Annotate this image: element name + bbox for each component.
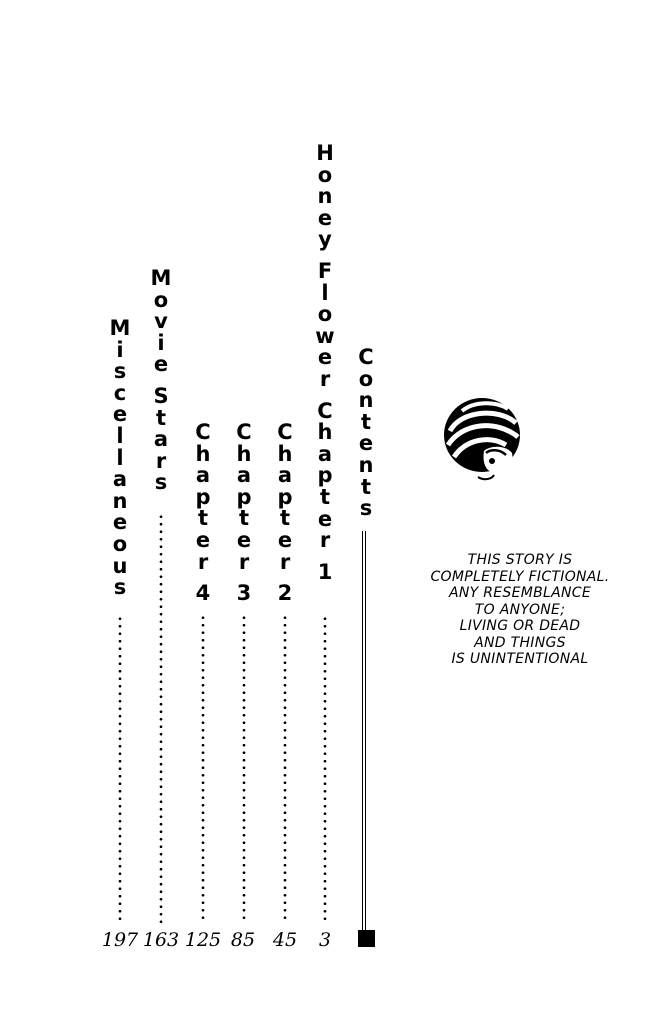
toc-entry-title: C h a p t e r 3 (236, 420, 252, 606)
toc-entry-title: M i s c e l l a n e o u s (109, 316, 131, 600)
toc-leader-dots (118, 615, 122, 923)
toc-page-number: 197 (101, 929, 139, 951)
swirl-hair-face-icon (440, 393, 524, 485)
toc-entry-chapter-2[interactable] (271, 422, 299, 605)
disclaimer-text (400, 552, 640, 668)
disclaimer-line: THIS STORY IS (467, 552, 573, 568)
toc-entry-title: M o v i e S t a r s (150, 266, 172, 495)
toc-entry-title: C h a p t e r 2 (277, 420, 293, 606)
disclaimer-line: IS UNINTENTIONAL (451, 651, 589, 667)
toc-page-number: 85 (230, 929, 256, 951)
toc-entry-honey-flower-chapter-1[interactable] (311, 143, 339, 583)
toc-leader-dots (283, 614, 287, 924)
toc-entry-movie-stars[interactable] (147, 268, 175, 494)
toc-entry-title: H o n e y F l o w e r C h a p t e r 1 (315, 141, 335, 584)
toc-leader-dots (201, 614, 205, 924)
contents-end-square (358, 930, 375, 947)
toc-page-number: 45 (272, 929, 298, 951)
toc-page-number: 163 (142, 929, 180, 951)
toc-page-number: 3 (318, 929, 332, 951)
toc-leader-dots (242, 614, 246, 924)
contents-title: C o n t e n t s (358, 345, 374, 521)
disclaimer-line: AND THINGS (474, 634, 566, 651)
toc-leader-dots (159, 513, 163, 923)
toc-leader-dots (323, 615, 327, 923)
disclaimer-line: COMPLETELY FICTIONAL. (430, 568, 610, 585)
toc-page-number: 125 (184, 929, 222, 951)
toc-entry-title: C h a p t e r 4 (195, 420, 211, 606)
toc-entry-miscellaneous[interactable] (106, 318, 134, 599)
toc-entry-chapter-3[interactable] (230, 422, 258, 605)
contents-rule (362, 531, 366, 931)
disclaimer-line: ANY RESEMBLANCE (448, 585, 591, 601)
disclaimer-line: TO ANYONE; (474, 601, 566, 618)
contents-heading-column (352, 347, 380, 520)
disclaimer-line: LIVING OR DEAD (459, 618, 581, 634)
toc-entry-chapter-4[interactable] (189, 422, 217, 605)
